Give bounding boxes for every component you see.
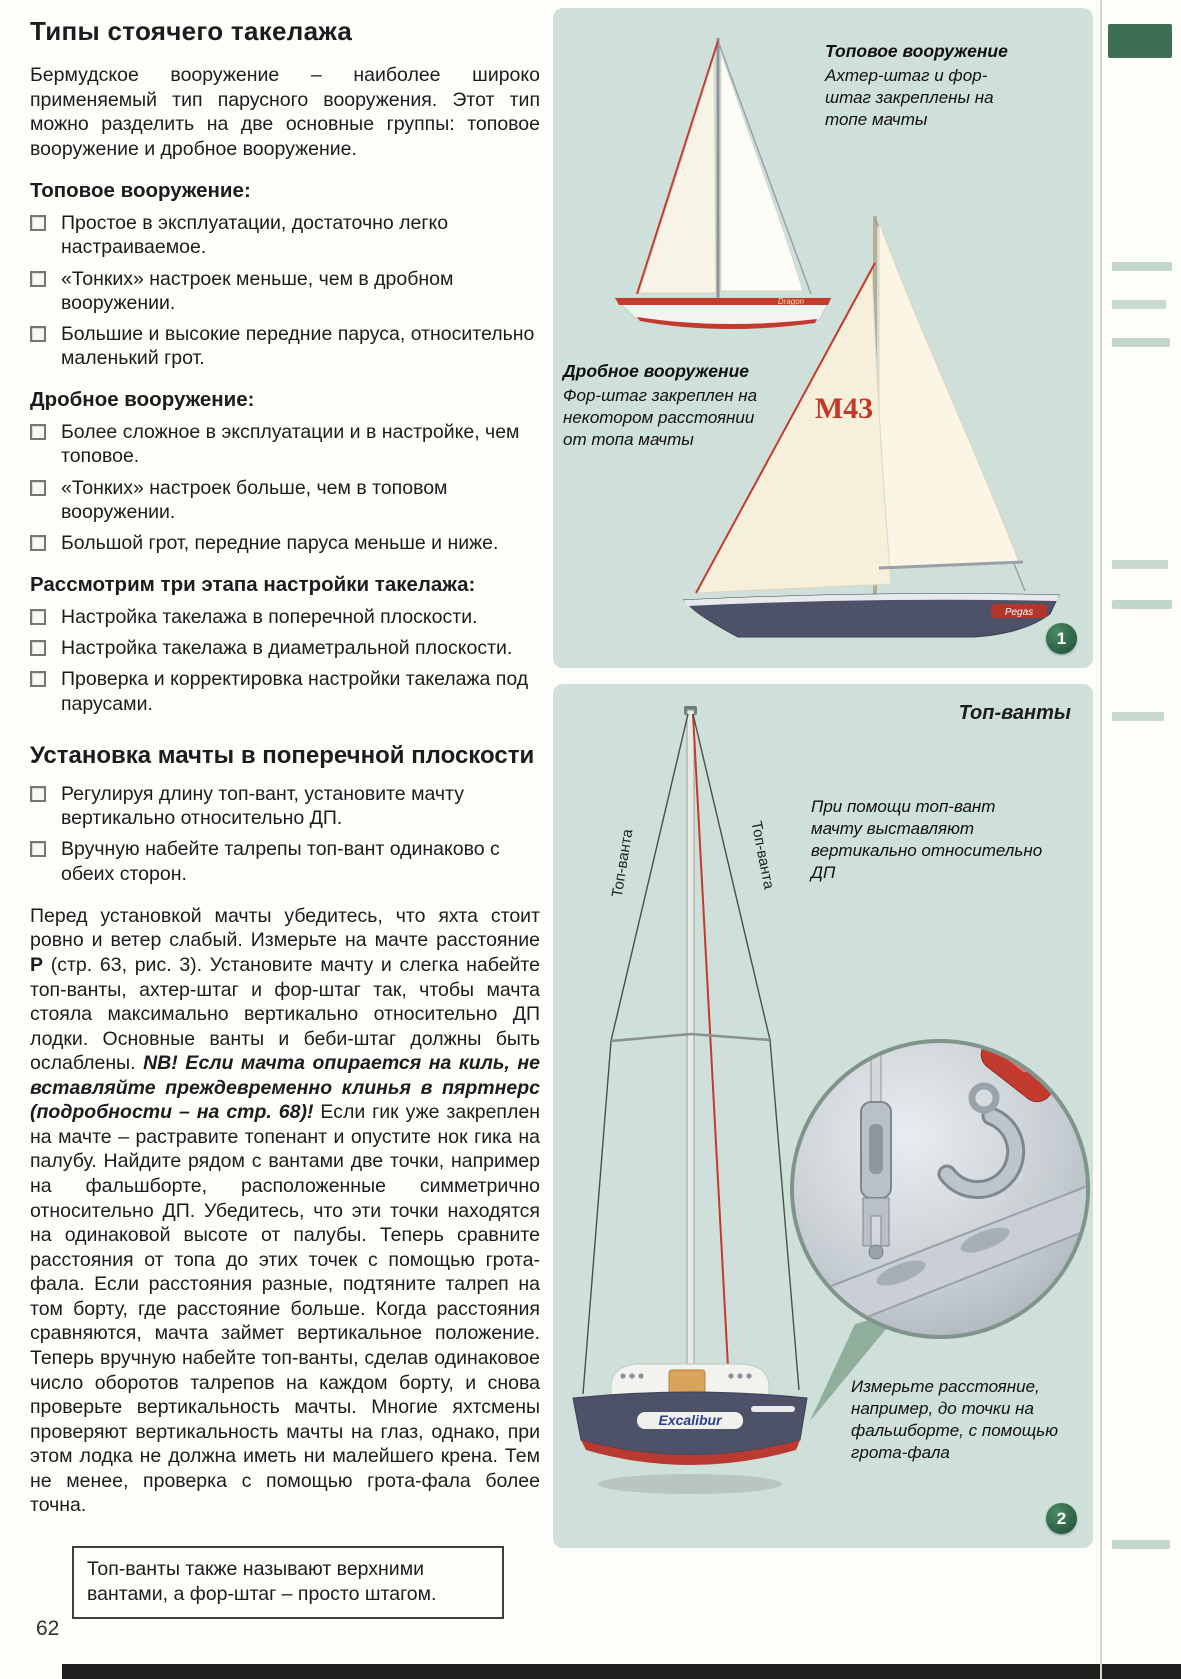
yacht-bow-view [573,1364,807,1494]
list-item-text: Более сложное в эксплуатации и в настройке, чем топовое. [61,421,520,468]
checkbox-bullet-icon [30,671,46,687]
scan-artifact [1112,338,1170,347]
page-title: Типы стоячего такелажа [30,16,353,46]
scan-artifact [1112,712,1164,721]
main-halyard-line [693,714,729,1386]
caption-body: Фор-штаг закреплен на некотором расстоянии от топа мачты [563,385,758,449]
body-segment-bold: Р [30,953,44,976]
caption-fractional-rig [563,360,775,451]
scan-edge-bar [62,1664,1181,1679]
section-heading-mast-setup: Установка мачты в поперечной плоскости [30,741,535,769]
threaded-stud [871,1052,881,1108]
checkbox-bullet-icon [30,640,46,656]
checkbox-bullet-icon [30,786,46,802]
text-column [30,16,540,1619]
body-segment: Если гик уже закреплен на мачте – растравите топенант и опустите нок гика на палубу. Найдите рядом с вантами две точки, например на фальшборте, расположенные симметрично относительно ДП. Убедитесь, что эти точки находятся на одинаковой высоте от палубы. Теперь сравните расстояния от топа до этих точек с помощью грота-фала. Если расстояния разные, подтяните талреп на том борту, где расстояние больше. Когда расстояния сравняются, мачта займет вертикальное положение. Теперь вручную набейте топ-ванты, сделав одинаковое число оборотов талрепов на каждом борту, и снова проверьте вертикальность мачты. Многие яхтсмены проверяют вертикальность мачты на глаз, однако, при этом лодка не должна иметь ни малейшего крена. Тем не менее, проверка с помощью грота-фала более точна. [30,1101,540,1517]
page-number: 62 [36,1617,60,1640]
section-heading-fractional-rig: Дробное вооружение: [30,388,255,412]
caption-cap-shrouds: При помощи топ-вант мачту выставляют вертикально относительно ДП [811,797,1043,883]
figure-number-badge: 1 [1046,623,1077,654]
jib-sail [639,58,716,293]
checkbox-bullet-icon [30,841,46,857]
intro-paragraph: Бермудское вооружение – наиболее широко применяемый тип парусного вооружения. Этот тип можно разделить на две основные группы: топовое вооружение и дробное вооружение. [30,64,540,160]
checkbox-bullet-icon [30,609,46,625]
list-item-text: Проверка и корректировка настройки такелажа под парусами. [61,668,529,715]
list-item [30,605,540,629]
turnbuckle-inset [792,1032,1093,1339]
spreader-right [691,1034,770,1040]
list-item-text: Большой грот, передние паруса меньше и ниже. [61,531,499,554]
list-item-text: Регулируя длину топ-вант, установите мачту вертикально относительно ДП. [61,783,464,830]
figure-number-badge: 2 [1046,1503,1077,1534]
list-item-text: «Тонких» настроек больше, чем в топовом вооружении. [61,476,448,523]
mast [687,710,694,1388]
list-item [30,531,540,555]
body-segment: (стр. 63, рис. 3). Установите мачту и слегка набейте топ-ванты, ахтер-штаг и фор-штаг так, чтобы мачта стояла максимально вертикально относительно ДП лодки. Основные ванты и беби-штаг должны быть ослаблены. [30,953,540,1075]
sail-number-label: М43 [814,392,874,425]
figure-panel-cap-shrouds [553,684,1093,1548]
list-item [30,667,540,715]
list-item [30,211,540,259]
checkbox-bullet-icon [30,535,46,551]
mainsail [721,52,803,291]
clevis-pin [869,1245,883,1259]
note-box: Топ-ванты также называют верхними вантами, а фор-штаг – просто штагом. [72,1546,504,1619]
scan-artifact [1112,1540,1170,1549]
list-item [30,782,540,830]
list-item [30,476,540,524]
checkbox-bullet-icon [30,424,46,440]
list-item-text: Вручную набейте талрепы топ-вант одинаково с обеих сторон. [61,838,500,885]
scan-artifact [1112,262,1172,271]
caption-title: Дробное вооружение [563,361,750,381]
boat-name: Excalibur [658,1412,722,1428]
body-segment-nb: NB! Если мачта опирается на киль, не вставляйте преждевременно клинья в пяртнерс (подробности – на стр. 68)! [30,1052,540,1124]
checkbox-bullet-icon [30,480,46,496]
list-item-text: Большие и высокие передние паруса, относительно маленький грот. [61,322,535,370]
mainsail [879,222,1019,568]
turnbuckle-slot [869,1124,883,1174]
scan-artifact [1112,600,1172,609]
list-item-text: Настройка такелажа в диаметральной плоскости. [61,637,513,660]
caption-measure-distance: Измерьте расстояние, например, до точки на фальшборте, с помощью грота-фала [851,1377,1058,1463]
checkbox-bullet-icon [30,326,46,342]
shroud-label-left: Топ-ванта [608,827,637,899]
list-item-text: Настройка такелажа в поперечной плоскости. [61,606,478,629]
list-item [30,837,540,885]
caption-body: Ахтер-штаг и фор-штаг закреплены на топе мачты [825,65,994,129]
shroud-label-right: Топ-ванта [747,819,778,891]
section-heading-masthead-rig: Топовое вооружение: [30,179,251,203]
stern-stripe [751,1406,795,1412]
page-gutter-line [1100,0,1102,1679]
checkbox-bullet-icon [30,271,46,287]
list-item-text: Простое в эксплуатации, достаточно легко настраиваемое. [61,212,449,259]
scan-artifact [1108,24,1172,58]
caption-masthead-rig [825,40,1031,131]
caption-title: Топовое вооружение [825,41,1008,61]
list-item-text: «Тонких» настроек меньше, чем в дробном вооружении. [61,267,454,314]
list-item [30,420,540,468]
figure-heading: Топ-ванты [958,702,1071,724]
list-item [30,636,540,660]
list-item [30,322,540,370]
water-shadow [598,1474,782,1494]
scan-artifact [1112,300,1166,309]
spreader-left [611,1034,691,1041]
section-heading-three-stages: Рассмотрим три этапа настройки такелажа: [30,573,476,597]
list-item [30,267,540,315]
checkbox-bullet-icon [30,215,46,231]
body-segment: Перед установкой мачты убедитесь, что яхта стоит ровно и ветер слабый. Измерьте на мачте расстояние [30,904,540,952]
small-boat-name: Dragon [777,297,805,306]
big-boat-name: Pegas [1004,607,1034,618]
masthead-rig-boat [615,38,831,329]
cap-shroud-right [693,714,799,1390]
figure-panel-rig-types [553,8,1093,668]
scan-artifact [1112,560,1168,569]
cap-shroud-left [583,714,688,1394]
main-body-paragraph [30,904,540,1518]
mast-diagram [583,706,799,1394]
